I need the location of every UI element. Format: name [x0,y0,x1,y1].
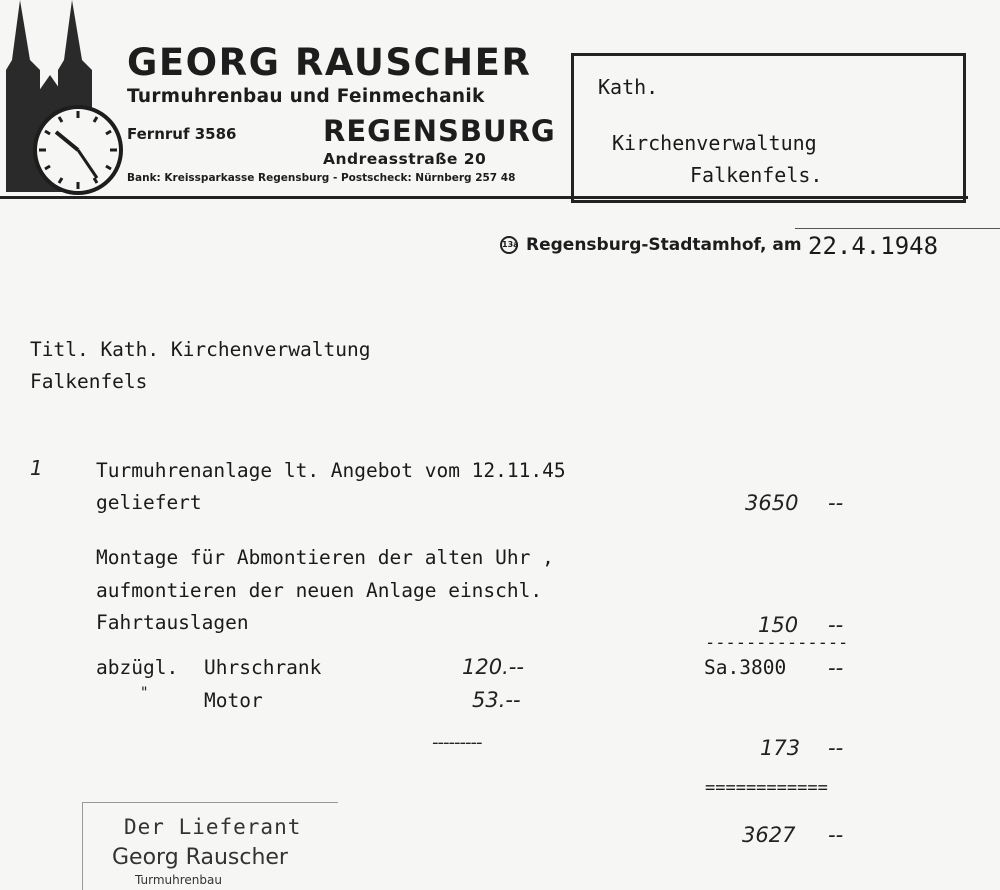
deduction-total-suffix: -- [828,736,844,760]
total-amount-suffix: -- [828,823,844,847]
place-label: Regensburg-Stadtamhof, am [526,235,802,255]
subtotal-amount: Sa.3800 [704,656,787,679]
deduction2-amount: 53.-- [472,688,521,712]
item2-amount-suffix: -- [828,613,844,637]
item1-description-line-2: geliefert [96,491,202,514]
recipient-line-2: Falkenfels [30,370,148,393]
stamp-company-name: Georg Rauscher [112,845,288,870]
position-number: 1 [30,456,43,480]
company-subtitle: Turmuhrenbau und Feinmechanik [127,86,485,107]
date-underline [795,228,1000,229]
ditto-mark: " [140,685,149,701]
address-line-2: Kirchenverwaltung [612,131,817,155]
deduction-total: 173 [760,736,801,760]
item2-amount: 150 [758,613,799,637]
address-line-1: Kath. [598,75,659,99]
letter-date: 22.4.1948 [808,232,939,260]
total-amount: 3627 [742,823,796,847]
address-line-3: Falkenfels. [690,163,823,187]
deduction1-amount: 120.-- [462,655,524,679]
stamp-subtitle: Turmuhrenbau [135,873,222,887]
subtotal-rule: -------------- [705,633,849,653]
phone-number: Fernruf 3586 [127,125,237,143]
deduction-rule: --------- [432,732,482,753]
company-street: Andreasstraße 20 [323,150,487,168]
item2-description-line-1: Montage für Abmontieren der alten Uhr , [96,546,554,569]
item1-amount: 3650 [745,491,799,515]
item2-description-line-3: Fahrtauslagen [96,611,249,634]
item1-description-line-1: Turmuhrenanlage lt. Angebot vom 12.11.45 [96,459,566,482]
total-rule: ============ [705,778,828,798]
deduction1-name: Uhrschrank [204,656,322,679]
item1-amount-suffix: -- [828,491,844,515]
deduction2-name: Motor [204,689,263,712]
postal-district-icon: 13a [500,236,518,254]
supplier-label: Der Lieferant [124,815,302,839]
company-city: REGENSBURG [323,114,556,148]
item2-description-line-2: aufmontieren der neuen Anlage einschl. [96,579,543,602]
deduction-label: abzügl. [96,656,179,679]
bank-details: Bank: Kreissparkasse Regensburg - Postscheck: Nürnberg 257 48 [127,172,516,184]
company-name: GEORG RAUSCHER [127,41,532,84]
subtotal-suffix: -- [828,656,844,680]
recipient-line-1: Titl. Kath. Kirchenverwaltung [30,338,371,361]
